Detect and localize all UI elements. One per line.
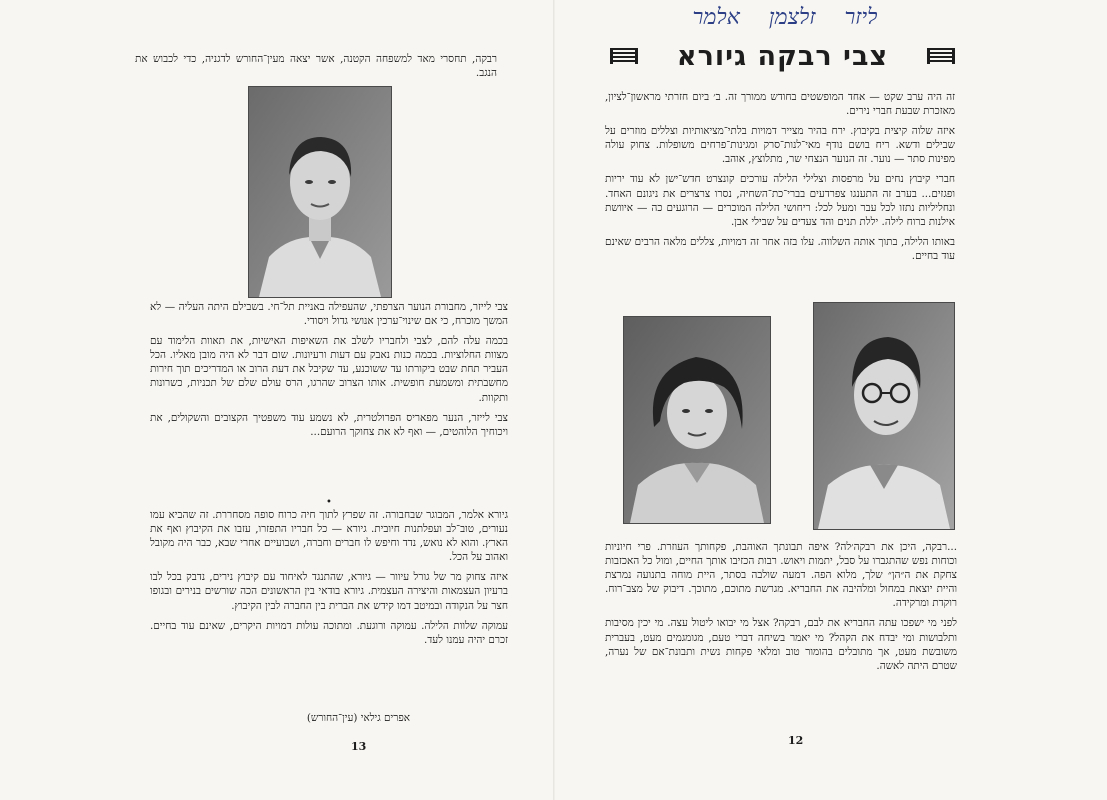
handwritten-names: ליזר זלצמן אלמר <box>692 5 878 30</box>
portrait-photo-icon <box>814 303 954 529</box>
continuation-paragraph: רבקה, תחסרי מאד למשפחה הקטנה, אשר יצאה מעין־החורש לדגניה, כדי לכבוש את הנגב. <box>135 53 497 79</box>
rivka-section <box>605 540 957 710</box>
zvi-paragraph-3: צבי לייזר, הנער מפאריס הפרולטרית, לא נשמע עוד משפטיך הקצובים והשקולים, את ויכוחיך הלוהטים, — ואף לא את צחוקך הרועם... <box>150 411 508 438</box>
intro-paragraph-2: איזה שלוה קיצית בקיבוץ. ירח בהיר מצייר דמויות בלתי־מציאותיות וצללים מוזרים על שבילים ודשא. ריח בושם נודף מאי־לנות־סרק ומגינות־פרחים משופלות. צחוק עולה מפינות סתר — נוער. זה הנוער הנצחי שר, מתלוצץ, אוהב. <box>605 125 955 166</box>
page-number-13: 13 <box>351 740 367 753</box>
portrait-photo-icon <box>249 87 391 297</box>
page-number-12: 12 <box>788 734 804 747</box>
rivka-paragraph-1: ...רבקה, היכן את רבקה׳לה? איפה תבונתך האוהבת, פקחותך העוזרת. פרי חיוניות וכוחות נפש שהתגברו על סבל, יתמות ויאוש. רבות הכזיבו אותך החיים, ומול כל האכזבות צחקת את ה״הן״ שלך, מלוא הפה. דמעה שולבה בסתר, היית מוחה בתנועה נמרצת והיית יוצאת במחול ומלהיבה את החבריא. מגרשת מתוכם, מתוכך. דיבוק של מצב־רוח. רוקדת ומרקידה. <box>605 541 957 610</box>
giora-paragraph-1: גיורא אלמר, המבוגר שבחבורה. זה שפרץ לתוך חיה כרוח סופה מסחררת. זה שהביא עמו נעורים, טוב־לב ועפלתנות חיובית. גיורא — כל חבריו התפזרו, עזבו את הקיבוץ ואף את הארץ. והוא לא נואש, נדד וחיפש לו חברים וחברה, ושבועיים אחרי שבא, כבר היה מקובל ואהוב על הכל. <box>150 509 508 564</box>
zvi-paragraph-1: צבי לייזר, מחבורת הנוער הצרפתי, שהעפילה באניית תל־חי. בשבילם היתה העליה — לא המשך מוכרח, כי אם שינוי־ערכין אנושי גדול ויסודי. <box>150 301 508 328</box>
headline-ornament-left-icon <box>610 48 638 64</box>
divider-dot: • <box>326 497 332 506</box>
page-13 <box>0 0 553 800</box>
zvi-paragraph-2: בכמה עלה להם, לצבי ולחבריו לשלב את השאיפות האישיות, את תאוות הלימוד עם מצוות החלוציות. בכמה כנות נאבק עם דעות ורעיונות. שום דבר לא היה מובן מאליו. הכל העביר תחת שבט ביקורתו עד ששוכנע, עד שקיבל את דעת הרוב או המדריכים תוך חירות מחשבתית ומשמעת חופשית. אותו הצרוב שהרגו, הרס עולם שלם של תכניות, כשרונות ותקוות. <box>150 335 508 404</box>
headline-text: צבי רבקה גיורא <box>676 41 889 72</box>
headline-ornament-right-icon <box>927 48 955 64</box>
photo-giora <box>813 302 955 530</box>
intro-section <box>605 90 955 298</box>
intro-paragraph-3: חברי קיבוץ נחים על מרפסות וצלילי הלילה עורכים קונצרט חדש־ישן לא עוד יריות ופגזים... בערב זה התענגו צפרדעים בברי־כת־השחיה, נסרו צרצרים את ניגונם האחד. ונחליליות נתזו לכל עבר ומעל לכל: ריחושי הלילה המוכרים — הרוגעים כה — איוושת אילנות ברוח לילה. יללת תנים והד צעדים על שבילי אבן. <box>605 173 955 228</box>
section-divider <box>150 492 508 506</box>
rivka-paragraph-2: לפני מי ישפכו עתה החבריא את לבם, רבקה? אצל מי יבואו ליטול עצה. מי יכין מסיבות ותלבושות ומי יבדח את הקהל? מי יאמר בשיחה דברי טעם, מגומגמים מעט, בעברית משובשת מעט, אך מתובלים בהומור טוב ומלאי פקחות נשית ותבונת־אם של נערה, שטרם היתה לאשה. <box>605 617 957 672</box>
giora-paragraph-3: עמוקה שלוות הלילה. עמוקה ורוגעת. ומתוכה עולות דמויות היקרים, שאינם עוד בחיים. זכרם יהיה עמנו לעד. <box>150 619 508 646</box>
giora-section <box>150 508 508 708</box>
photo-zvi <box>248 86 392 298</box>
author-signature: אפרים גילאי (עין־החורש) <box>306 712 410 724</box>
headline <box>610 40 955 74</box>
portrait-photo-icon <box>624 317 770 523</box>
photo-rivka <box>623 316 771 524</box>
top-continuation-text <box>135 52 497 84</box>
zvi-section <box>150 300 508 490</box>
intro-paragraph-1: זה היה ערב שקט — אחד המופשטים בחודש ממורך זה. ב׳ ביום חזרתי מראשון־לציון, מאזכרת שבעת חברי נירים. <box>605 91 955 118</box>
page-12 <box>555 0 1107 800</box>
giora-paragraph-2: איזה צחוק מר של גורל עיוור — גיורא, שהתנגד לאיחוד עם קיבוץ נירים, נדבק בכל לבו ברעיון העצמאות והיצירה העצמית. גיורא בודאי בין הראשונים הכה שורשים בנירים ובגופו חצר על הנקודה ובמיטב דמו קידש את הברית בין החברה לבין הקיבוץ. <box>150 571 508 612</box>
intro-paragraph-4: באותו הלילה, בתוך אותה השלווה. עלו בזה אחר זה דמויות, צללים מלאה הרבים שאינם עוד בחיים. <box>605 235 955 262</box>
